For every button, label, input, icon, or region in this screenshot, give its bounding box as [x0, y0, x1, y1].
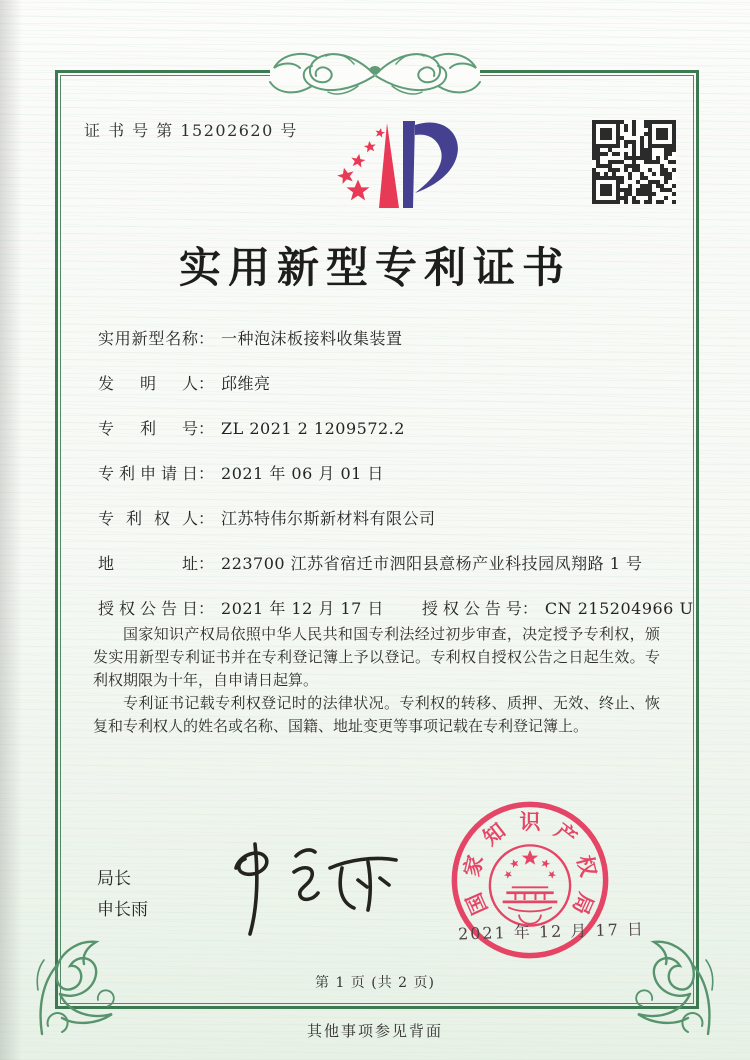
field-label: 专利号 — [98, 419, 198, 438]
field-value: 一种泡沫板接料收集装置 — [221, 329, 403, 348]
qr-code — [592, 120, 676, 204]
field — [98, 416, 405, 439]
body-paragraphs — [93, 623, 660, 738]
field — [98, 551, 643, 574]
field-label: 专利申请日 — [98, 464, 198, 483]
field — [98, 326, 403, 349]
back-note: 其他事项参见背面 — [306, 1022, 443, 1040]
field-row — [98, 596, 694, 618]
field — [98, 371, 271, 394]
field-label: 地址 — [98, 554, 198, 573]
body-paragraph: 国家知识产权局依照中华人民共和国专利法经过初步审查，决定授予专利权，颁发实用新型专利证书并在专利登记簿上予以登记。专利权自授权公告之日起生效。专利权期限为十年，自申请日起算。 — [93, 625, 660, 689]
field-value: 江苏特伟尔斯新材料有限公司 — [221, 509, 436, 528]
field-row — [98, 326, 673, 348]
field-colon: ： — [521, 599, 538, 618]
field-row — [98, 551, 673, 573]
field-value: CN 215204966 U — [544, 599, 694, 618]
field-label: 专利权人 — [98, 509, 198, 528]
fields-block — [98, 326, 694, 641]
cnipa-logo-icon — [318, 113, 458, 215]
certificate-number: 证 书 号 第 15202620 号 — [84, 121, 298, 140]
field — [98, 506, 436, 529]
field-colon: ： — [198, 554, 215, 573]
svg-text:权: 权 — [572, 852, 602, 880]
field — [422, 596, 694, 619]
scan-edge-shadow — [0, 0, 22, 1060]
svg-text:知: 知 — [478, 817, 510, 851]
field-row — [98, 416, 673, 438]
seal-date: 2021 年 12 月 17 日 — [457, 919, 646, 944]
logo-stars — [336, 127, 386, 200]
field-colon: ： — [198, 329, 215, 348]
signer-title: 局长 — [97, 869, 131, 889]
svg-text:产: 产 — [550, 817, 582, 851]
field-value: 邱维亮 — [221, 374, 271, 393]
field-row — [98, 371, 673, 393]
field-colon: ： — [198, 419, 215, 438]
field-label: 授权公告日 — [98, 599, 198, 618]
svg-text:局: 局 — [567, 889, 600, 919]
page-number: 第 1 页 (共 2 页) — [315, 975, 435, 991]
field — [98, 596, 384, 619]
svg-text:国: 国 — [460, 889, 493, 919]
field — [98, 461, 384, 484]
field-label: 授权公告号 — [421, 599, 522, 618]
field-row — [98, 461, 673, 483]
field-value: 223700 江苏省宿迁市泗阳县意杨产业科技园凤翔路 1 号 — [221, 554, 643, 573]
field-row — [98, 506, 673, 528]
svg-text:家: 家 — [458, 852, 488, 880]
field-colon: ： — [198, 509, 215, 528]
signer-name: 申长雨 — [97, 900, 148, 920]
field-label: 实用新型名称 — [98, 329, 198, 348]
field-colon: ： — [198, 599, 215, 618]
field-label: 发明人 — [98, 374, 198, 393]
signature-handwriting — [212, 834, 407, 942]
field-colon: ： — [198, 374, 215, 393]
field-value: 2021 年 06 月 01 日 — [221, 464, 384, 483]
seal-emblem-icon — [490, 845, 570, 925]
svg-text:识: 识 — [519, 808, 541, 834]
signer-block — [97, 864, 148, 926]
field-value: 2021 年 12 月 17 日 — [221, 599, 384, 618]
body-paragraph: 专利证书记载专利权登记时的法律状况。专利权的转移、质押、无效、终止、恢复和专利权人的姓名或名称、国籍、地址变更等事项记载在专利登记簿上。 — [93, 694, 660, 735]
field-colon: ： — [198, 464, 215, 483]
field-value: ZL 2021 2 1209572.2 — [221, 419, 405, 438]
ornament-top-icon — [262, 42, 488, 104]
page-title: 实用新型专利证书 — [178, 243, 571, 292]
